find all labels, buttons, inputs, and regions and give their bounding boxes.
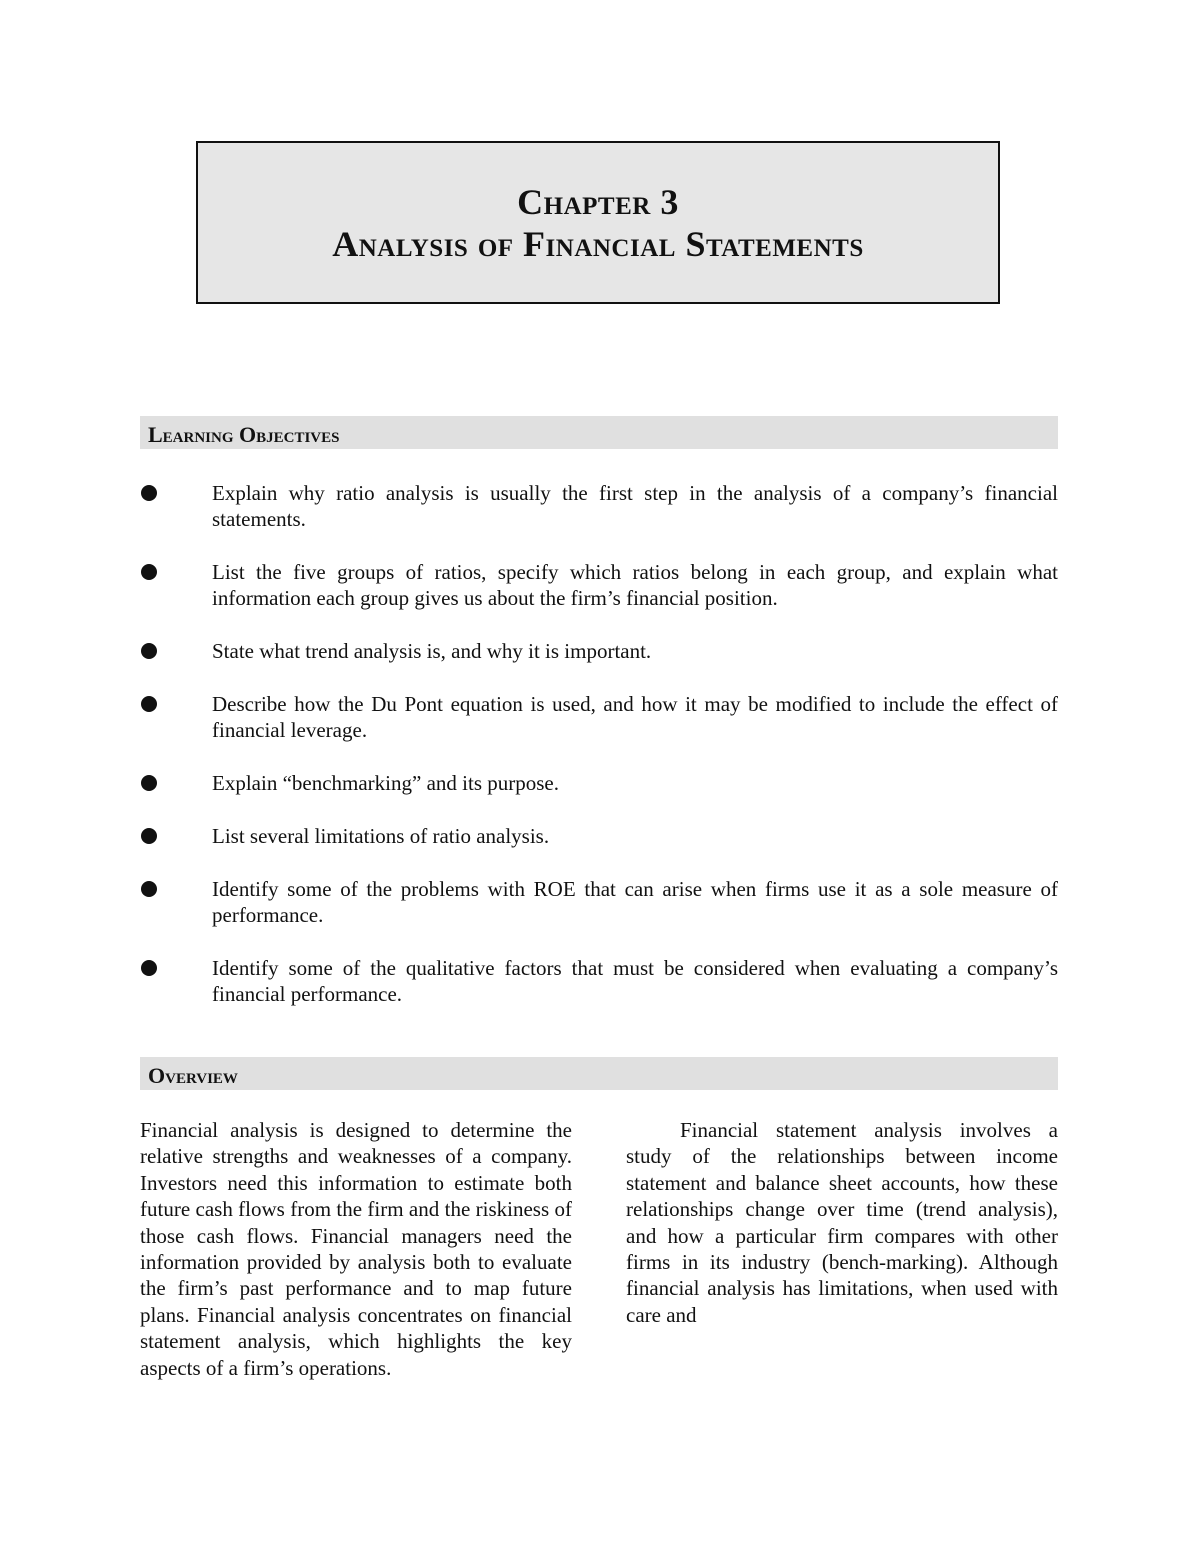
objective-item [140,955,1058,1007]
objective-item [140,770,1058,796]
objective-text: Explain why ratio analysis is usually the first step in the analysis of a company’s financial statements. [212,481,1058,531]
bullet-icon [141,696,157,712]
chapter-title: Analysis of Financial Statements [332,223,864,264]
objective-text: Identify some of the qualitative factors that must be considered when evaluating a company’s financial performance. [212,956,1058,1006]
objective-item [140,691,1058,743]
bullet-icon [141,828,157,844]
objective-text: State what trend analysis is, and why it is important. [212,639,652,663]
bullet-icon [141,881,157,897]
objective-text: List the five groups of ratios, specify which ratios belong in each group, and explain what information each group gives us about the firm’s financial position. [212,560,1058,610]
objective-item [140,559,1058,611]
overview-left-paragraph: Financial analysis is designed to determine the relative strengths and weaknesses of a company. Investors need this information to estimate both future cash flows from the firm and the riskiness of those cash flows. Financial managers need the information provided by analysis both to evaluate the firm’s past performance and to map future plans. Financial analysis concentrates on financial statement analysis, which highlights the key aspects of a firm’s operations. [140,1118,572,1380]
chapter-title-box [196,141,1000,304]
learning-objectives-list [140,480,1058,1034]
bullet-icon [141,643,157,659]
overview-heading: Overview [140,1057,1058,1090]
bullet-icon [141,775,157,791]
objective-item [140,638,1058,664]
objective-text: Explain “benchmarking” and its purpose. [212,771,559,795]
objective-text: Describe how the Du Pont equation is used, and how it may be modified to include the effect of financial leverage. [212,692,1058,742]
chapter-number: Chapter 3 [517,181,679,222]
bullet-icon [141,960,157,976]
objective-item [140,876,1058,928]
objective-text: Identify some of the problems with ROE that can arise when firms use it as a sole measure of performance. [212,877,1058,927]
learning-objectives-heading: Learning Objectives [140,416,1058,449]
bullet-icon [141,564,157,580]
overview-right-paragraph: Financial statement analysis involves a study of the relationships between income statement and balance sheet accounts, how these relationships change over time (trend analysis), and how a particular firm compares with other firms in its industry (bench-marking). Although financial analysis has limitations, when used with care and [626,1118,1058,1327]
objective-item [140,480,1058,532]
objective-text: List several limitations of ratio analysis. [212,824,550,848]
bullet-icon [141,485,157,501]
objective-item [140,823,1058,849]
